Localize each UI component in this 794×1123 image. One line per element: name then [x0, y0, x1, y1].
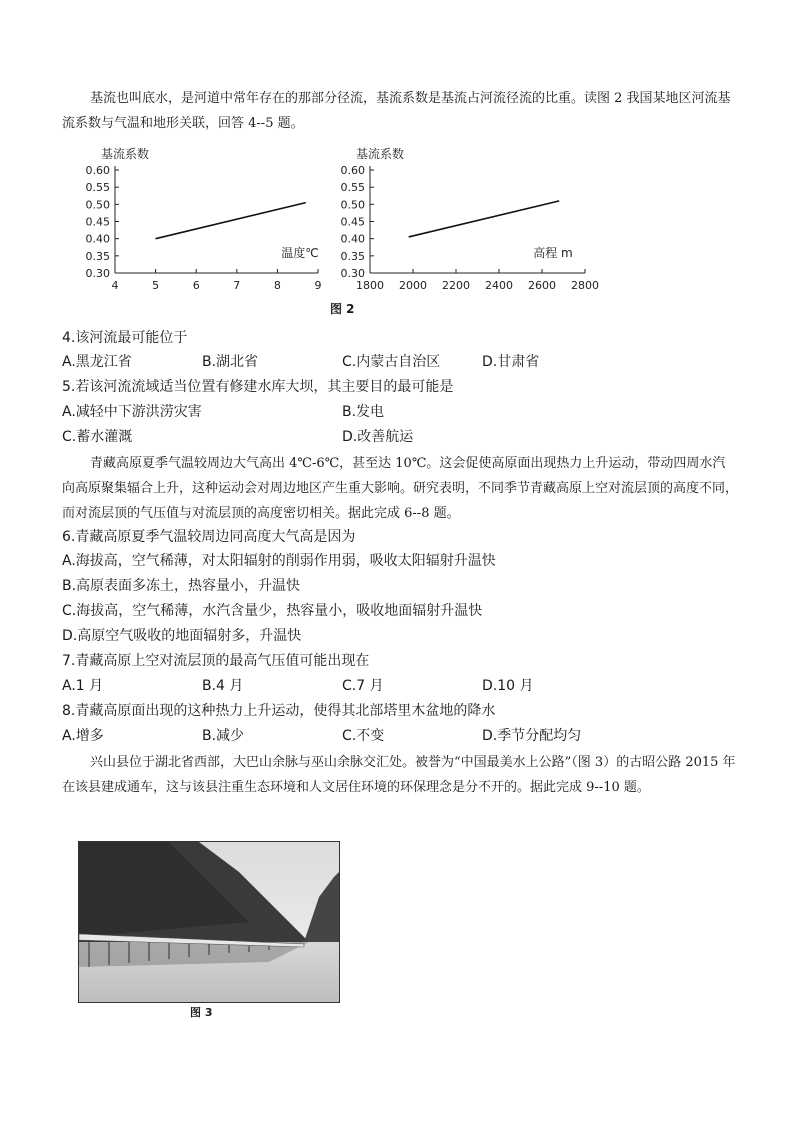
x-tick-label: 4 — [111, 279, 119, 292]
intro-paragraph-2: 青藏高原夏季气温较周边大气高出 4℃-6℃，甚至达 10℃。这会促使高原面出现热力上升运动，带动四周水汽向高原聚集辐合上升，这种运动会对周边地区产生重大影响。研究表明，不同季节青藏高原上空对流层顶的高度不同，而对流层顶的气压值与对流层顶的高度密切相关。据此完成 6--8 题。 — [62, 456, 739, 521]
q6-option-c[interactable]: C.海拔高，空气稀薄，水汽含量少，热容量小，吸收地面辐射升温快 — [62, 603, 483, 619]
q6-option-d[interactable]: D.高原空气吸收的地面辐射多，升温快 — [62, 628, 302, 644]
x-tick-label: 8 — [273, 279, 281, 292]
q8-option-a[interactable]: A.增多 — [62, 728, 104, 744]
x-tick-label: 9 — [314, 279, 322, 292]
q6-option-a[interactable]: A.海拔高，空气稀薄，对太阳辐射的削弱作用弱，吸收太阳辐射升温快 — [62, 553, 496, 569]
y-tick-label: 0.55 — [85, 181, 110, 195]
figure-2-caption: 图 2 — [330, 302, 355, 316]
q8-option-c[interactable]: C.不变 — [342, 728, 385, 744]
question-6-stem: 6.青藏高原夏季气温较周边同高度大气高是因为 — [62, 529, 356, 545]
y-tick-label: 0.30 — [340, 267, 365, 280]
y-tick-label: 0.50 — [85, 198, 110, 212]
x-tick-label: 5 — [152, 279, 160, 292]
q6-option-b[interactable]: B.高原表面多冻土，热容量小，升温快 — [62, 578, 301, 594]
q4-option-c[interactable]: C.内蒙古自治区 — [342, 354, 441, 370]
y-tick-label: 0.35 — [340, 249, 365, 263]
y-tick-label: 0.60 — [340, 164, 365, 177]
x-tick-label: 2400 — [485, 279, 513, 292]
question-5-options-row1 — [62, 401, 742, 423]
figure-3-photo — [78, 841, 340, 1003]
x-tick-label: 2600 — [528, 279, 556, 292]
question-7-options — [62, 675, 742, 697]
question-4-options — [62, 351, 742, 373]
series-line — [156, 203, 306, 239]
x-tick-label: 2200 — [442, 279, 470, 292]
y-tick-label: 0.60 — [85, 164, 110, 177]
y-tick-label: 0.30 — [85, 267, 110, 280]
question-8-options — [62, 725, 742, 747]
x-axis-title: 温度℃ — [281, 246, 319, 260]
q4-option-d[interactable]: D.甘肃省 — [482, 354, 540, 370]
y-tick-label: 0.40 — [340, 232, 365, 246]
q7-option-d[interactable]: D.10 月 — [482, 678, 534, 694]
lake-road-image — [79, 842, 339, 1002]
question-5-options-row2 — [62, 426, 742, 448]
x-tick-label: 6 — [192, 279, 200, 292]
y-tick-label: 0.45 — [340, 215, 365, 229]
y-tick-label: 0.35 — [85, 249, 110, 263]
q5-option-c[interactable]: C.蓄水灌溉 — [62, 429, 133, 445]
q4-option-b[interactable]: B.湖北省 — [202, 354, 259, 370]
intro-paragraph-3: 兴山县位于湖北省西部，大巴山余脉与巫山余脉交汇处。被誉为“中国最美水上公路”（图 3）的古昭公路 2015 年在该县建成通车，这与该县注重生态环境和人文居住环境的环保理念是分不开的。据此完成 9--10 题。 — [62, 755, 736, 795]
q7-option-b[interactable]: B.4 月 — [202, 678, 244, 694]
q8-option-d[interactable]: D.季节分配均匀 — [482, 728, 582, 744]
question-5-stem: 5.若该河流流域适当位置有修建水库大坝，其主要目的最可能是 — [62, 379, 454, 395]
question-8-stem: 8.青藏高原面出现的这种热力上升运动，使得其北部塔里木盆地的降水 — [62, 703, 496, 719]
chart-elevation — [341, 146, 600, 292]
y-tick-label: 0.50 — [340, 198, 365, 212]
intro-paragraph-1: 基流也叫底水，是河道中常年存在的那部分径流，基流系数是基流占河流径流的比重。读图 2 我国某地区河流基流系数与气温和地形关联，回答 4--5 题。 — [62, 91, 731, 131]
y-tick-label: 0.45 — [85, 215, 110, 229]
y-axis-title: 基流系数 — [101, 147, 150, 161]
series-line — [409, 201, 560, 237]
y-tick-label: 0.40 — [85, 232, 110, 246]
x-axis-title: 高程 m — [533, 246, 573, 260]
x-tick-label: 2000 — [399, 279, 427, 292]
question-7-stem: 7.青藏高原上空对流层顶的最高气压值可能出现在 — [62, 653, 370, 669]
q8-option-b[interactable]: B.减少 — [202, 728, 245, 744]
chart-temperature — [86, 146, 322, 292]
x-tick-label: 7 — [233, 279, 241, 292]
q7-option-c[interactable]: C.7 月 — [342, 678, 384, 694]
figure-3-caption: 图 3 — [190, 1006, 213, 1019]
question-4-stem: 4.该河流最可能位于 — [62, 330, 188, 346]
q4-option-a[interactable]: A.黑龙江省 — [62, 354, 132, 370]
x-tick-label: 2800 — [571, 279, 599, 292]
y-axis-title: 基流系数 — [356, 147, 405, 161]
y-tick-label: 0.55 — [340, 181, 365, 195]
q5-option-d[interactable]: D.改善航运 — [342, 429, 414, 445]
q7-option-a[interactable]: A.1 月 — [62, 678, 104, 694]
q5-option-b[interactable]: B.发电 — [342, 404, 385, 420]
figure-2 — [0, 140, 794, 320]
x-tick-label: 1800 — [356, 279, 384, 292]
q5-option-a[interactable]: A.减轻中下游洪涝灾害 — [62, 404, 202, 420]
